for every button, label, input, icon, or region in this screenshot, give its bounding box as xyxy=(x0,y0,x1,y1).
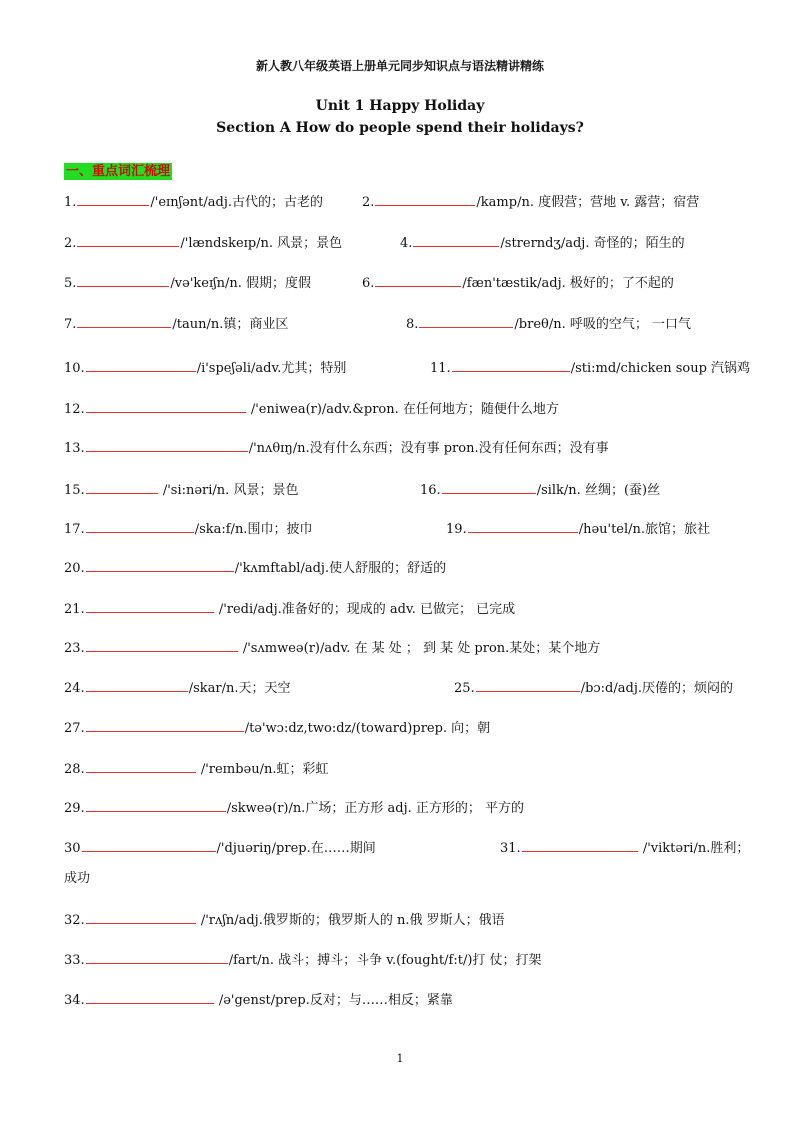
item-definition: /skar/n.天；天空 xyxy=(188,681,291,696)
vocab-item xyxy=(64,358,346,379)
item-definition: /'redi/adj.准备好的；现成的 adv. 已做完； 已完成 xyxy=(214,602,516,617)
answer-blank[interactable] xyxy=(86,910,196,924)
item-number: 34. xyxy=(64,993,85,1008)
item-definition: /taun/n.镇；商业区 xyxy=(172,317,289,332)
item-definition: /strerndʒ/adj. 奇怪的；陌生的 xyxy=(500,236,685,251)
item-number: 5. xyxy=(64,276,77,291)
item-number: 2. xyxy=(64,236,77,251)
item-number: 29. xyxy=(64,801,85,816)
vocab-item xyxy=(64,910,505,931)
item-number: 11. xyxy=(430,361,451,376)
item-definition: /fæn'tæstik/adj. 极好的；了不起的 xyxy=(462,276,674,291)
answer-blank[interactable] xyxy=(476,678,580,692)
item-number: 16. xyxy=(420,483,441,498)
item-definition: /'viktəri/n.胜利； xyxy=(638,841,750,856)
wrapped-definition: 成功 xyxy=(64,871,91,886)
item-definition: /'kʌmftabl/adj.使人舒服的；舒适的 xyxy=(234,561,447,576)
answer-blank[interactable] xyxy=(86,950,228,964)
vocab-item xyxy=(64,519,312,540)
vocab-item xyxy=(420,480,660,501)
answer-blank[interactable] xyxy=(452,358,570,372)
item-number: 20. xyxy=(64,561,85,576)
item-number: 25. xyxy=(454,681,475,696)
vocab-item xyxy=(64,838,376,859)
answer-blank[interactable] xyxy=(86,558,234,572)
item-number: 31. xyxy=(500,841,521,856)
answer-blank[interactable] xyxy=(419,314,513,328)
item-number: 2. xyxy=(362,195,375,210)
item-number: 32. xyxy=(64,913,85,928)
item-number: 19. xyxy=(446,522,467,537)
item-number: 7. xyxy=(64,317,77,332)
item-number: 21. xyxy=(64,602,85,617)
vocab-item xyxy=(64,558,446,579)
answer-blank[interactable] xyxy=(86,519,194,533)
item-number: 12. xyxy=(64,402,85,417)
vocab-item xyxy=(446,519,710,540)
vocab-item xyxy=(64,314,288,335)
vocab-item xyxy=(430,358,750,379)
item-definition: /silk/n. 丝绸；(蚕)丝 xyxy=(536,483,661,498)
vocab-item xyxy=(406,314,691,335)
item-number: 8. xyxy=(406,317,419,332)
item-number: 15. xyxy=(64,483,85,498)
vocab-item xyxy=(64,990,453,1011)
item-definition: /breθ/n. 呼吸的空气； 一口气 xyxy=(514,317,691,332)
vocab-item xyxy=(64,638,600,659)
section-heading: 一、重点词汇梳理 xyxy=(66,164,171,179)
vocab-item xyxy=(64,759,328,780)
item-number: 13. xyxy=(64,441,85,456)
answer-blank[interactable] xyxy=(86,759,196,773)
document-title: 新人教八年级英语上册单元同步知识点与语法精讲精练 xyxy=(255,59,544,73)
item-number: 24. xyxy=(64,681,85,696)
vocab-item xyxy=(64,192,323,213)
answer-blank[interactable] xyxy=(77,233,179,247)
answer-blank[interactable] xyxy=(375,273,461,287)
item-number: 28. xyxy=(64,762,85,777)
answer-blank[interactable] xyxy=(86,638,238,652)
answer-blank[interactable] xyxy=(77,314,171,328)
answer-blank[interactable] xyxy=(86,718,244,732)
item-number: 6. xyxy=(362,276,375,291)
item-definition: /'nʌθɪŋ/n.没有什么东西；没有事 pron.没有任何东西；没有事 xyxy=(248,441,609,456)
vocab-item xyxy=(64,718,490,739)
item-definition: /və'keɪʃn/n. 假期；度假 xyxy=(170,276,312,291)
answer-blank[interactable] xyxy=(86,798,226,812)
vocab-item xyxy=(64,950,542,971)
answer-blank[interactable] xyxy=(442,480,536,494)
answer-blank[interactable] xyxy=(86,990,214,1004)
answer-blank[interactable] xyxy=(375,192,475,206)
vocab-item xyxy=(64,273,311,294)
vocab-item xyxy=(400,233,685,254)
answer-blank[interactable] xyxy=(86,599,214,613)
vocab-item xyxy=(64,678,290,699)
item-definition: /skweə(r)/n.广场；正方形 adj. 正方形的； 平方的 xyxy=(226,801,525,816)
vocab-item xyxy=(64,599,515,620)
item-number: 1. xyxy=(64,195,77,210)
answer-blank[interactable] xyxy=(82,838,216,852)
vocab-item xyxy=(454,678,733,699)
answer-blank[interactable] xyxy=(468,519,578,533)
item-definition: /'lændskeɪp/n. 风景；景色 xyxy=(180,236,343,251)
answer-blank[interactable] xyxy=(86,438,248,452)
item-definition: /'reɪnbəu/n.虹；彩虹 xyxy=(196,762,329,777)
item-definition: /'eniwea(r)/adv.&pron. 在任何地方；随便什么地方 xyxy=(246,402,559,417)
item-definition: /ska:f/n.围巾；披巾 xyxy=(194,522,313,537)
item-number: 17. xyxy=(64,522,85,537)
item-number: 33. xyxy=(64,953,85,968)
vocab-item xyxy=(362,192,699,213)
item-definition: /sti:md/chicken soup 汽锅鸡 xyxy=(570,361,751,376)
item-definition: /ə'genst/prep.反对；与……相反；紧靠 xyxy=(214,993,453,1008)
answer-blank[interactable] xyxy=(522,838,638,852)
vocab-item xyxy=(64,480,298,501)
answer-blank[interactable] xyxy=(86,678,188,692)
answer-blank[interactable] xyxy=(86,480,158,494)
item-definition: /i'speʃəli/adv.尤其；特别 xyxy=(196,361,347,376)
item-definition: /'djuəriŋ/prep.在……期间 xyxy=(216,841,376,856)
item-number: 10. xyxy=(64,361,85,376)
page-number: 1 xyxy=(396,1052,404,1065)
answer-blank[interactable] xyxy=(77,192,149,206)
answer-blank[interactable] xyxy=(77,273,169,287)
item-number: 23. xyxy=(64,641,85,656)
vocab-item xyxy=(500,838,749,859)
answer-blank[interactable] xyxy=(413,233,499,247)
vocab-item xyxy=(64,399,559,420)
item-definition: /tə'wɔ:dz,two:dz/(toward)prep. 向；朝 xyxy=(244,721,491,736)
item-number: 4. xyxy=(400,236,413,251)
item-definition: /həu'tel/n.旅馆；旅社 xyxy=(578,522,711,537)
item-definition: /bɔ:d/adj.厌倦的；烦闷的 xyxy=(580,681,733,696)
answer-blank[interactable] xyxy=(86,399,246,413)
section-title: Section A How do people spend their holidays? xyxy=(216,120,584,136)
vocab-item xyxy=(362,273,674,294)
unit-title: Unit 1 Happy Holiday xyxy=(315,98,485,114)
item-definition: /'sʌmweə(r)/adv. 在 某 处 ； 到 某 处 pron.某处；某个地方 xyxy=(238,641,601,656)
item-definition: /kamp/n. 度假营；营地 v. 露营；宿营 xyxy=(476,195,700,210)
item-number: 27. xyxy=(64,721,85,736)
vocab-item xyxy=(64,438,609,459)
item-definition: /'rʌʃn/adj.俄罗斯的；俄罗斯人的 n.俄 罗斯人；俄语 xyxy=(196,913,505,928)
vocab-item xyxy=(64,798,524,819)
vocab-item xyxy=(64,233,342,254)
item-definition: /fart/n. 战斗；搏斗；斗争 v.(fought/f:t/)打 仗；打架 xyxy=(228,953,542,968)
answer-blank[interactable] xyxy=(86,358,196,372)
item-number: 30 xyxy=(64,841,81,856)
item-definition: /'eɪnʃənt/adj.古代的；古老的 xyxy=(150,195,324,210)
item-definition: /'si:nəri/n. 风景；景色 xyxy=(158,483,299,498)
